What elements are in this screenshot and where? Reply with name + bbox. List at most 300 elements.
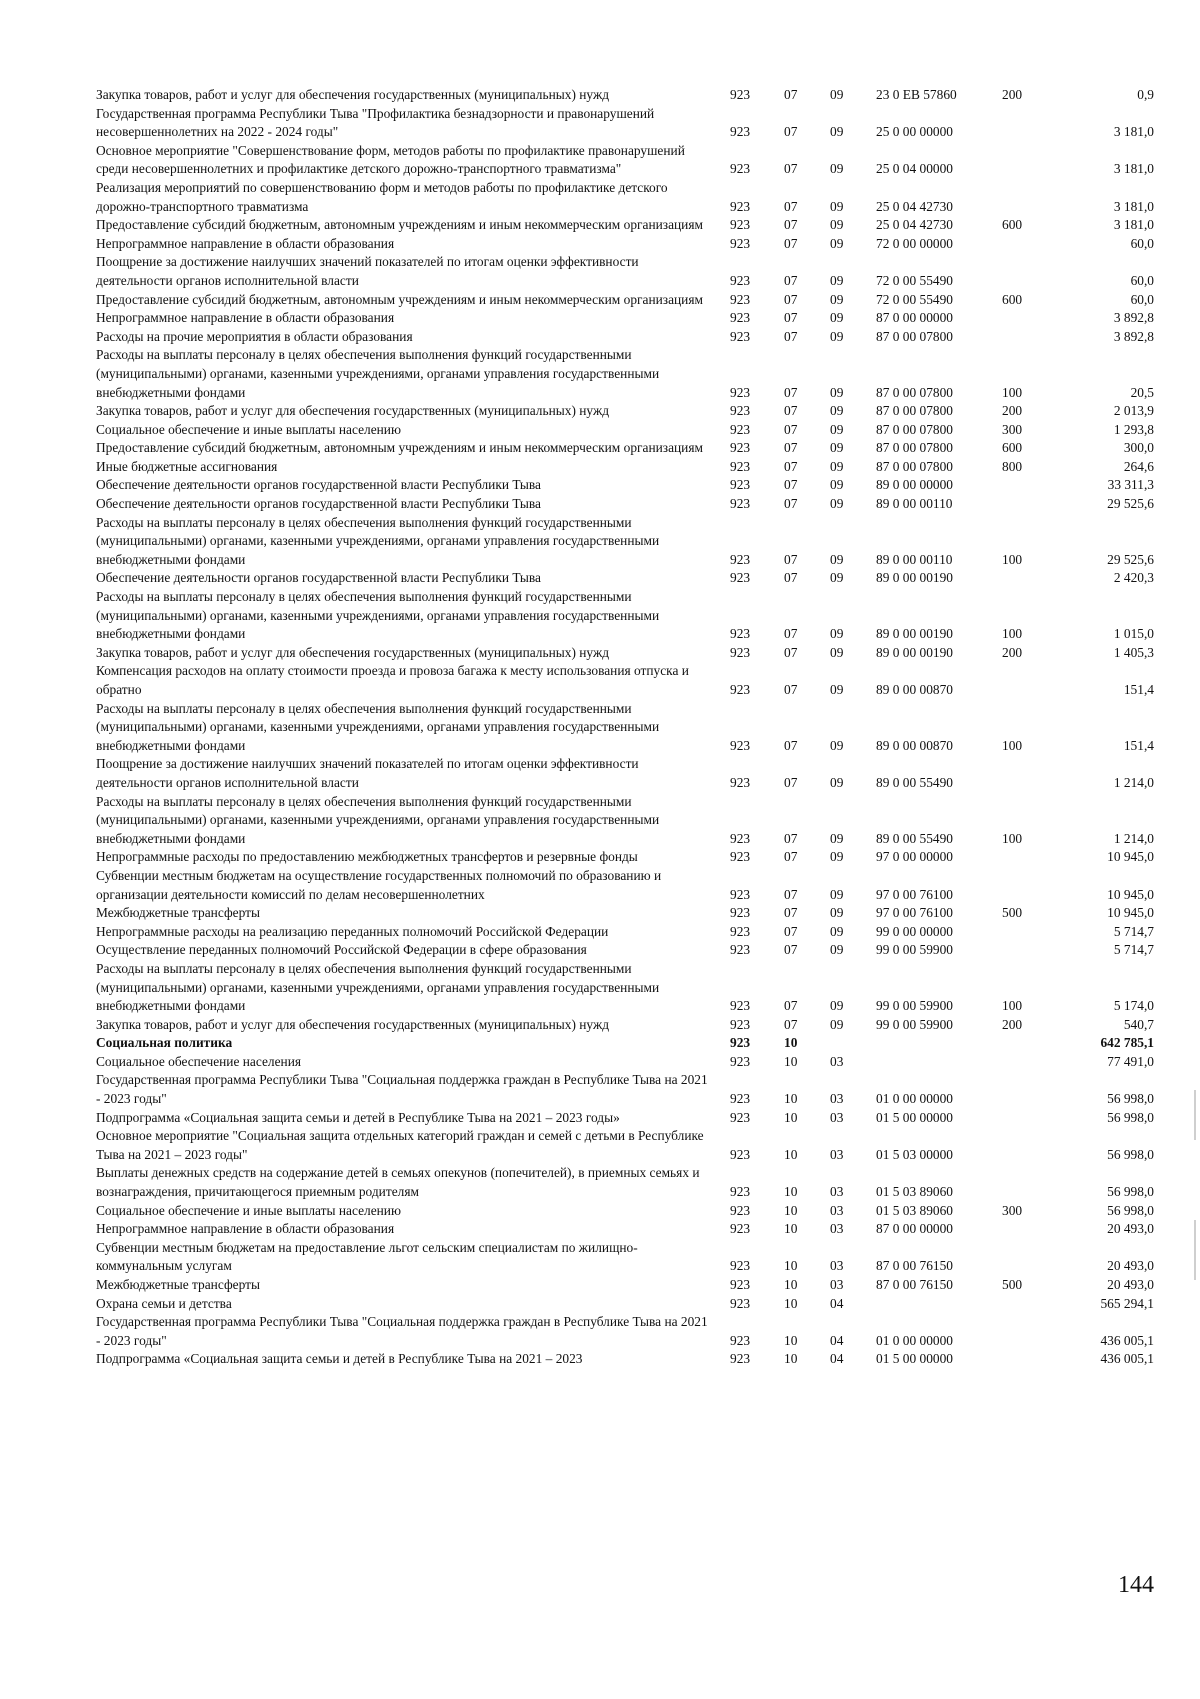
row-section-code: 07 [784, 905, 798, 921]
row-section-code: 10 [784, 1184, 798, 1200]
row-name: Непрограммные расходы на реализацию переданных полномочий Российской Федерации [96, 923, 609, 939]
row-target-article: 01 5 03 89060 [876, 1184, 953, 1200]
row-subsection-code: 09 [830, 87, 844, 102]
row-subsection-code: 09 [830, 830, 844, 846]
table-row [96, 495, 1154, 514]
row-target-article: 87 0 00 07800 [876, 458, 953, 474]
row-subsection-code: 09 [830, 161, 844, 177]
row-target-article: 01 0 00 00000 [876, 1091, 953, 1107]
row-amount: 2 013,9 [1113, 403, 1154, 419]
row-target-article: 01 5 00 00000 [876, 1109, 953, 1125]
row-expense-type [1002, 179, 1066, 216]
row-expense-type [1002, 1109, 1066, 1128]
row-ministry-code: 923 [730, 1295, 751, 1311]
row-ministry-code: 923 [730, 1053, 751, 1069]
row-amount: 1 015,0 [1113, 626, 1154, 642]
row-expense-type: 600 [1002, 217, 1023, 233]
row-section-code: 07 [784, 477, 798, 493]
row-section-code: 07 [784, 682, 798, 697]
row-expense-type: 300 [1002, 421, 1023, 437]
row-expense-type [1002, 476, 1066, 495]
row-target-article: 01 5 00 00000 [876, 1351, 953, 1367]
row-section-code: 07 [784, 626, 798, 642]
table-row [96, 402, 1154, 421]
scan-edge-mark [1194, 1090, 1196, 1140]
row-expense-type: 200 [1002, 1016, 1023, 1032]
row-expense-type: 200 [1002, 403, 1023, 419]
row-expense-type: 500 [1002, 905, 1023, 921]
row-amount: 3 181,0 [1113, 124, 1154, 140]
row-ministry-code: 923 [730, 1351, 751, 1367]
row-amount: 151,4 [1123, 737, 1154, 753]
row-target-article: 01 5 03 00000 [876, 1146, 953, 1162]
row-target-article: 23 0 EB 57860 [876, 87, 957, 102]
table-row [96, 346, 1154, 402]
row-ministry-code: 923 [730, 644, 751, 660]
row-name: Иные бюджетные ассигнования [96, 458, 278, 474]
row-section-code: 10 [784, 1146, 798, 1162]
row-name: Обеспечение деятельности органов государственной власти Республики Тыва [96, 477, 541, 493]
row-section-code: 07 [784, 272, 798, 288]
table-row [96, 291, 1154, 310]
table-row [96, 476, 1154, 495]
row-expense-type: 500 [1002, 1277, 1023, 1292]
row-section-code: 07 [784, 421, 798, 437]
row-subsection-code: 09 [830, 905, 844, 921]
table-row [96, 1350, 1154, 1369]
row-ministry-code: 923 [730, 87, 751, 102]
row-target-article: 89 0 00 00190 [876, 626, 953, 642]
row-name: Закупка товаров, работ и услуг для обеспечения государственных (муниципальных) нужд [96, 403, 610, 419]
table-row [96, 1202, 1154, 1221]
row-name: Основное мероприятие "Социальная защита отдельных категорий граждан и семей с детьми в Республике Тыва на 2021 – 2023 годы" [96, 1128, 704, 1162]
row-ministry-code: 923 [730, 496, 751, 512]
table-row [96, 904, 1154, 923]
row-amount: 56 998,0 [1107, 1184, 1154, 1200]
row-amount: 3 181,0 [1113, 198, 1154, 214]
row-section-code: 07 [784, 217, 798, 233]
row-target-article: 87 0 00 76150 [876, 1258, 953, 1274]
row-amount: 2 420,3 [1113, 570, 1154, 586]
row-amount: 10 945,0 [1107, 886, 1154, 902]
row-ministry-code: 923 [730, 384, 751, 400]
row-name: Предоставление субсидий бюджетным, автономным учреждениям и иным некоммерческим организациям [96, 440, 703, 456]
row-ministry-code: 923 [730, 235, 751, 251]
row-name: Подпрограмма «Социальная защита семьи и детей в Республике Тыва на 2021 – 2023 годы» [96, 1109, 620, 1125]
table-row [96, 105, 1154, 142]
row-subsection-code: 09 [830, 272, 844, 288]
row-amount: 10 945,0 [1107, 849, 1154, 865]
row-target-article: 89 0 00 55490 [876, 830, 953, 846]
row-name: Охрана семьи и детства [96, 1295, 232, 1311]
row-target-article: 99 0 00 00000 [876, 923, 953, 939]
row-subsection-code: 09 [830, 458, 844, 474]
row-expense-type [1002, 662, 1066, 699]
table-row [96, 421, 1154, 440]
table-row [96, 179, 1154, 216]
row-subsection-code: 03 [830, 1146, 844, 1162]
row-section-code: 10 [784, 1035, 798, 1051]
row-subsection-code: 09 [830, 737, 844, 753]
row-amount: 29 525,6 [1107, 496, 1154, 512]
row-section-code: 07 [784, 737, 798, 753]
row-section-code: 10 [784, 1332, 798, 1348]
row-name: Социальная политика [96, 1035, 233, 1051]
row-amount: 20 493,0 [1107, 1277, 1154, 1292]
row-section-code: 07 [784, 384, 798, 400]
row-amount: 20 493,0 [1107, 1258, 1154, 1274]
table-row [96, 1053, 1154, 1072]
row-subsection-code: 09 [830, 923, 844, 939]
row-name: Предоставление субсидий бюджетным, автономным учреждениям и иным некоммерческим организациям [96, 291, 703, 307]
row-expense-type [1002, 867, 1066, 904]
row-target-article: 89 0 00 00110 [876, 551, 953, 567]
row-ministry-code: 923 [730, 849, 751, 865]
row-target-article: 99 0 00 59900 [876, 1016, 953, 1032]
table-row [96, 1295, 1154, 1314]
row-name: Расходы на выплаты персоналу в целях обеспечения выполнения функций государственными (муниципальными) органами, казенными учреждениями, органами управления государственными внебюджетными фондами [96, 700, 660, 753]
row-expense-type [1002, 1034, 1066, 1053]
row-expense-type [1002, 235, 1066, 254]
row-subsection-code: 09 [830, 998, 844, 1014]
table-row [96, 1109, 1154, 1128]
row-expense-type [1002, 105, 1066, 142]
row-expense-type: 200 [1002, 87, 1023, 102]
row-target-article: 99 0 00 59900 [876, 998, 953, 1014]
row-ministry-code: 923 [730, 626, 751, 642]
row-name: Социальное обеспечение и иные выплаты населению [96, 1202, 401, 1218]
row-target-article: 89 0 00 00870 [876, 737, 953, 753]
table-row [96, 867, 1154, 904]
row-subsection-code: 09 [830, 849, 844, 865]
row-ministry-code: 923 [730, 905, 751, 921]
row-ministry-code: 923 [730, 217, 751, 233]
row-subsection-code: 03 [830, 1109, 844, 1125]
row-target-article [876, 1034, 1002, 1053]
row-subsection-code: 09 [830, 310, 844, 326]
row-name: Социальное обеспечение населения [96, 1053, 302, 1069]
row-name: Государственная программа Республики Тыва "Социальная поддержка граждан в Республике Тыва на 2021 - 2023 годы" [96, 1314, 708, 1348]
row-section-code: 07 [784, 1016, 798, 1032]
row-subsection-code: 09 [830, 124, 844, 140]
row-subsection-code: 09 [830, 291, 844, 307]
table-row [96, 253, 1154, 290]
row-amount: 10 945,0 [1107, 905, 1154, 921]
row-subsection-code: 09 [830, 774, 844, 790]
row-expense-type [1002, 1071, 1066, 1108]
row-subsection-code: 09 [830, 217, 844, 233]
row-name: Закупка товаров, работ и услуг для обеспечения государственных (муниципальных) нужд [96, 1016, 610, 1032]
table-row [96, 569, 1154, 588]
row-name: Расходы на прочие мероприятия в области образования [96, 328, 413, 344]
row-section-code: 07 [784, 551, 798, 567]
row-expense-type [1002, 1127, 1066, 1164]
row-section-code: 10 [784, 1277, 798, 1292]
row-expense-type [1002, 309, 1066, 328]
row-amount: 56 998,0 [1107, 1146, 1154, 1162]
row-name: Подпрограмма «Социальная защита семьи и детей в Республике Тыва на 2021 – 2023 [96, 1351, 583, 1367]
row-amount: 300,0 [1123, 440, 1154, 456]
row-expense-type [1002, 1313, 1066, 1350]
row-target-article: 25 0 04 00000 [876, 161, 953, 177]
row-ministry-code: 923 [730, 291, 751, 307]
row-amount: 642 785,1 [1100, 1035, 1154, 1051]
row-target-article: 97 0 00 76100 [876, 886, 953, 902]
row-expense-type: 100 [1002, 626, 1023, 642]
row-subsection-code: 03 [830, 1258, 844, 1274]
row-amount: 264,6 [1123, 458, 1154, 474]
row-name: Поощрение за достижение наилучших значений показателей по итогам оценки эффективности деятельности органов исполнительной власти [96, 756, 639, 790]
budget-table [96, 86, 1154, 1369]
table-row [96, 1034, 1154, 1053]
table-row [96, 960, 1154, 1016]
row-section-code: 07 [784, 291, 798, 307]
row-amount: 56 998,0 [1107, 1202, 1154, 1218]
table-row [96, 309, 1154, 328]
row-ministry-code: 923 [730, 1146, 751, 1162]
row-section-code: 07 [784, 458, 798, 474]
row-section-code: 10 [784, 1109, 798, 1125]
row-subsection-code: 09 [830, 477, 844, 493]
row-target-article: 89 0 00 55490 [876, 774, 953, 790]
row-expense-type: 100 [1002, 737, 1023, 753]
row-subsection-code: 09 [830, 886, 844, 902]
row-expense-type: 100 [1002, 998, 1023, 1014]
row-amount: 5 174,0 [1113, 998, 1154, 1014]
row-expense-type: 300 [1002, 1202, 1023, 1218]
row-name: Социальное обеспечение и иные выплаты населению [96, 421, 401, 437]
row-name: Государственная программа Республики Тыва "Профилактика безнадзорности и правонарушений несовершеннолетних на 2022 - 2024 годы" [96, 105, 655, 140]
row-name: Основное мероприятие "Совершенствование форм, методов работы по профилактике правонарушений среди несовершеннолетних и профилактике детского дорожно-транспортного травматизма" [96, 142, 685, 177]
row-amount: 1 214,0 [1113, 774, 1154, 790]
row-name: Расходы на выплаты персоналу в целях обеспечения выполнения функций государственными (муниципальными) органами, казенными учреждениями, органами управления государственными внебюджетными фондами [96, 514, 660, 567]
row-subsection-code: 09 [830, 682, 844, 697]
row-section-code: 07 [784, 830, 798, 846]
row-expense-type [1002, 1053, 1066, 1072]
row-amount: 29 525,6 [1107, 551, 1154, 567]
table-row [96, 644, 1154, 663]
row-target-article: 87 0 00 07800 [876, 421, 953, 437]
row-expense-type: 600 [1002, 291, 1023, 307]
row-section-code: 07 [784, 440, 798, 456]
row-ministry-code: 923 [730, 310, 751, 326]
row-ministry-code: 923 [730, 1277, 751, 1292]
table-row [96, 1164, 1154, 1201]
row-name: Непрограммное направление в области образования [96, 1221, 395, 1237]
row-amount: 20 493,0 [1107, 1221, 1154, 1237]
row-subsection-code: 09 [830, 570, 844, 586]
row-section-code: 10 [784, 1221, 798, 1237]
row-subsection-code [830, 1034, 876, 1053]
row-subsection-code: 09 [830, 235, 844, 251]
row-expense-type [1002, 923, 1066, 942]
row-section-code: 10 [784, 1053, 798, 1069]
row-name: Закупка товаров, работ и услуг для обеспечения государственных (муниципальных) нужд [96, 644, 610, 660]
row-section-code: 07 [784, 644, 798, 660]
row-subsection-code: 04 [830, 1332, 844, 1348]
row-expense-type [1002, 495, 1066, 514]
row-name: Непрограммные расходы по предоставлению межбюджетных трансфертов и резервные фонды [96, 849, 638, 865]
row-target-article: 87 0 00 07800 [876, 328, 953, 344]
row-amount: 540,7 [1123, 1016, 1154, 1032]
row-expense-type [1002, 848, 1066, 867]
row-name: Поощрение за достижение наилучших значений показателей по итогам оценки эффективности деятельности органов исполнительной власти [96, 254, 639, 288]
row-subsection-code: 09 [830, 644, 844, 660]
row-expense-type [1002, 569, 1066, 588]
row-name: Реализация мероприятий по совершенствованию форм и методов работы по профилактике детского дорожно-транспортного травматизма [96, 179, 668, 214]
row-amount: 5 714,7 [1113, 942, 1154, 958]
row-amount: 0,9 [1137, 87, 1154, 102]
row-ministry-code: 923 [730, 440, 751, 456]
row-ministry-code: 923 [730, 1202, 751, 1218]
row-name: Межбюджетные трансферты [96, 905, 260, 921]
row-ministry-code: 923 [730, 830, 751, 846]
row-section-code: 07 [784, 496, 798, 512]
table-row [96, 923, 1154, 942]
row-section-code: 07 [784, 403, 798, 419]
row-ministry-code: 923 [730, 551, 751, 567]
row-target-article: 01 5 03 89060 [876, 1202, 953, 1218]
row-ministry-code: 923 [730, 774, 751, 790]
row-ministry-code: 923 [730, 682, 751, 697]
row-target-article: 87 0 00 07800 [876, 440, 953, 456]
row-name: Предоставление субсидий бюджетным, автономным учреждениям и иным некоммерческим организациям [96, 217, 703, 233]
row-name: Расходы на выплаты персоналу в целях обеспечения выполнения функций государственными (муниципальными) органами, казенными учреждениями, органами управления государственными внебюджетными фондами [96, 347, 660, 400]
row-ministry-code: 923 [730, 272, 751, 288]
row-target-article: 25 0 00 00000 [876, 124, 953, 140]
row-name: Непрограммное направление в области образования [96, 310, 395, 326]
row-target-article: 87 0 00 00000 [876, 310, 953, 326]
scan-edge-mark [1194, 1220, 1196, 1280]
row-name: Субвенции местным бюджетам на осуществление государственных полномочий по образованию и организации деятельности комиссий по делам несовершеннолетних [96, 867, 662, 902]
row-section-code: 10 [784, 1202, 798, 1218]
row-ministry-code: 923 [730, 328, 751, 344]
row-target-article: 89 0 00 00110 [876, 496, 953, 512]
row-name: Расходы на выплаты персоналу в целях обеспечения выполнения функций государственными (муниципальными) органами, казенными учреждениями, органами управления государственными внебюджетными фондами [96, 960, 660, 1014]
row-ministry-code: 923 [730, 198, 751, 214]
row-section-code: 10 [784, 1091, 798, 1107]
table-row [96, 662, 1154, 699]
row-name: Непрограммное направление в области образования [96, 235, 395, 251]
row-section-code: 10 [784, 1351, 798, 1367]
row-amount: 33 311,3 [1107, 477, 1154, 493]
row-target-article: 89 0 00 00870 [876, 682, 953, 697]
row-subsection-code: 03 [830, 1053, 844, 1069]
row-expense-type [1002, 1239, 1066, 1276]
row-section-code: 07 [784, 310, 798, 326]
row-target-article: 87 0 00 07800 [876, 384, 953, 400]
row-amount: 60,0 [1130, 235, 1154, 251]
row-target-article: 99 0 00 59900 [876, 942, 953, 958]
table-row [96, 941, 1154, 960]
row-amount: 565 294,1 [1100, 1295, 1154, 1311]
row-name: Закупка товаров, работ и услуг для обеспечения государственных (муниципальных) нужд [96, 87, 610, 102]
row-ministry-code: 923 [730, 124, 751, 140]
row-amount: 3 181,0 [1113, 161, 1154, 177]
row-section-code: 07 [784, 942, 798, 958]
row-expense-type [1002, 941, 1066, 960]
row-ministry-code: 923 [730, 998, 751, 1014]
row-section-code: 07 [784, 235, 798, 251]
row-subsection-code: 03 [830, 1277, 844, 1292]
row-amount: 3 892,8 [1113, 310, 1154, 326]
row-ministry-code: 923 [730, 1035, 751, 1051]
row-ministry-code: 923 [730, 458, 751, 474]
row-subsection-code: 09 [830, 403, 844, 419]
row-amount: 436 005,1 [1100, 1332, 1154, 1348]
row-target-article: 97 0 00 76100 [876, 905, 953, 921]
row-ministry-code: 923 [730, 570, 751, 586]
row-name: Выплаты денежных средств на содержание детей в семьях опекунов (попечителей), в приемных семьях и вознаграждения, причитающегося приемным родителям [96, 1165, 700, 1200]
row-section-code: 07 [784, 570, 798, 586]
row-ministry-code: 923 [730, 942, 751, 958]
row-amount: 1 293,8 [1113, 421, 1154, 437]
row-section-code: 07 [784, 87, 798, 102]
row-target-article: 87 0 00 07800 [876, 403, 953, 419]
row-ministry-code: 923 [730, 161, 751, 177]
row-subsection-code: 03 [830, 1202, 844, 1218]
table-row [96, 514, 1154, 570]
row-section-code: 07 [784, 849, 798, 865]
row-target-article: 89 0 00 00190 [876, 644, 953, 660]
row-amount: 56 998,0 [1107, 1091, 1154, 1107]
row-section-code: 07 [784, 161, 798, 177]
row-amount: 1 214,0 [1113, 830, 1154, 846]
row-expense-type [1002, 1350, 1066, 1369]
table-row [96, 1313, 1154, 1350]
row-expense-type: 100 [1002, 830, 1023, 846]
row-section-code: 07 [784, 923, 798, 939]
row-target-article [876, 1295, 1002, 1314]
row-subsection-code: 09 [830, 496, 844, 512]
table-row [96, 86, 1154, 105]
row-amount: 60,0 [1130, 272, 1154, 288]
row-name: Компенсация расходов на оплату стоимости проезда и провоза багажа к месту использования отпуска и обратно [96, 663, 689, 697]
table-row [96, 793, 1154, 849]
row-target-article: 87 0 00 00000 [876, 1221, 953, 1237]
row-section-code: 07 [784, 198, 798, 214]
row-subsection-code: 03 [830, 1091, 844, 1107]
row-subsection-code: 09 [830, 198, 844, 214]
row-ministry-code: 923 [730, 477, 751, 493]
row-amount: 3 892,8 [1113, 328, 1154, 344]
table-row [96, 235, 1154, 254]
table-row [96, 755, 1154, 792]
row-ministry-code: 923 [730, 1258, 751, 1274]
row-expense-type [1002, 328, 1066, 347]
row-name: Обеспечение деятельности органов государственной власти Республики Тыва [96, 496, 541, 512]
row-ministry-code: 923 [730, 1184, 751, 1200]
row-ministry-code: 923 [730, 737, 751, 753]
table-row [96, 458, 1154, 477]
row-section-code: 07 [784, 774, 798, 790]
row-section-code: 07 [784, 328, 798, 344]
row-target-article: 97 0 00 00000 [876, 849, 953, 865]
table-row [96, 1276, 1154, 1295]
row-expense-type [1002, 253, 1066, 290]
row-subsection-code: 09 [830, 626, 844, 642]
table-row [96, 1071, 1154, 1108]
row-subsection-code: 03 [830, 1184, 844, 1200]
row-name: Государственная программа Республики Тыва "Социальная поддержка граждан в Республике Тыва на 2021 - 2023 годы" [96, 1072, 708, 1107]
row-section-code: 07 [784, 998, 798, 1014]
row-subsection-code: 09 [830, 421, 844, 437]
row-target-article: 25 0 04 42730 [876, 217, 953, 233]
row-section-code: 07 [784, 124, 798, 140]
table-row [96, 328, 1154, 347]
row-expense-type [1002, 142, 1066, 179]
row-expense-type [1002, 755, 1066, 792]
